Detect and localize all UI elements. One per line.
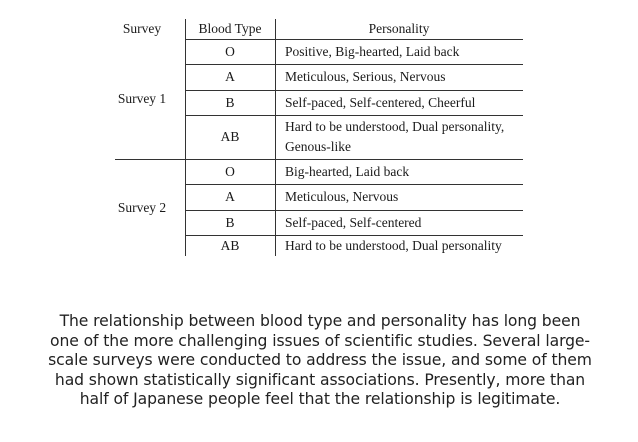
survey-2-label: Survey 2: [117, 199, 167, 215]
header-personality: Personality: [368, 21, 430, 36]
table-row-blood-type: AB: [220, 129, 240, 144]
table-row-blood-type: B: [225, 94, 235, 110]
table-row-personality: Hard to be understood, Dual personality: [285, 238, 502, 253]
table-row-blood-type: A: [225, 189, 235, 204]
personality-line-2: Genous-like: [285, 139, 351, 154]
table-row-blood-type: A: [225, 69, 235, 84]
survey-1-label: Survey 1: [117, 91, 167, 106]
table-row-personality: Meticulous, Serious, Nervous: [285, 69, 446, 84]
table-row-blood-type: B: [225, 214, 235, 230]
personality-line-1: Hard to be understood, Dual personality,: [285, 119, 505, 134]
table-row-personality: Big-hearted, Laid back: [285, 163, 410, 179]
table-row-personality: Positive, Big-hearted, Laid back: [285, 43, 460, 59]
header-blood-type: Blood Type: [198, 21, 262, 36]
table-row-personality: [275, 115, 523, 159]
caption-paragraph: The relationship between blood type and personality has long been one of the more challenging issues of scientific studies. Several large-scale surveys were conducted to address the issue, and some of them had shown statistically significant associations. Presently, more than half of Japanese people feel that the relationship is legitimate.: [48, 312, 592, 409]
table-row-personality: Meticulous, Nervous: [285, 189, 399, 204]
table-row-personality: Self-paced, Self-centered, Cheerful: [285, 94, 476, 110]
table-row-blood-type: O: [225, 43, 235, 59]
table-row-blood-type: AB: [220, 238, 240, 253]
table-row-personality: Self-paced, Self-centered: [285, 214, 422, 230]
header-survey: Survey: [122, 21, 162, 36]
table-row-blood-type: O: [225, 163, 235, 179]
